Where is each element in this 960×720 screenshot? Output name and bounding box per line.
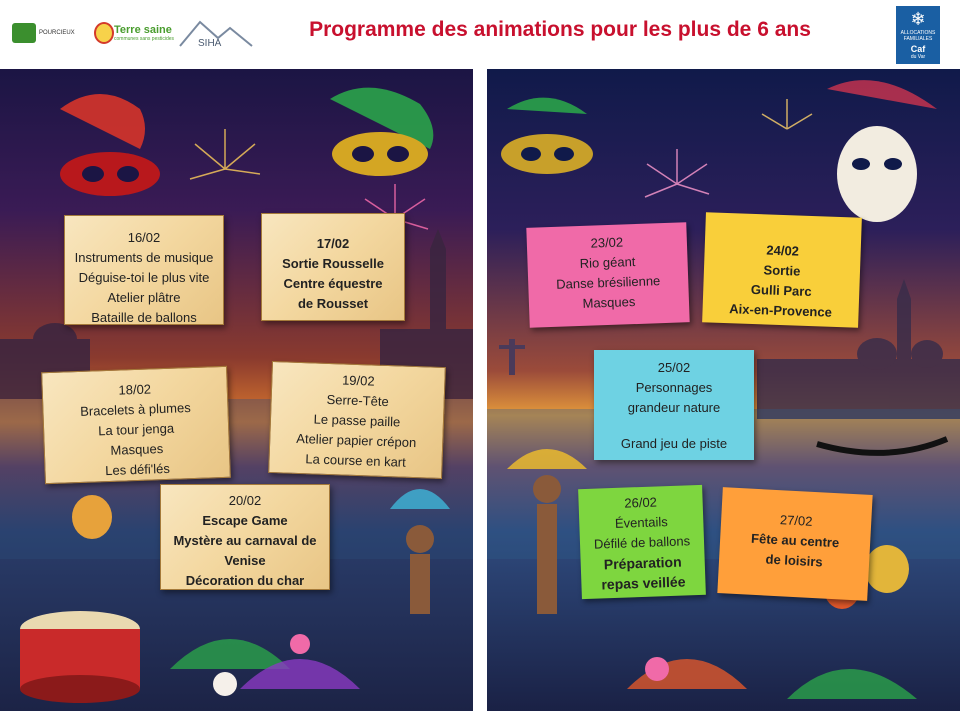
activity-card-19-02 [268, 361, 446, 479]
card-line: Serre-Tête [326, 391, 389, 410]
card-date: 18/02 [118, 381, 152, 398]
card-line: Fête au centre [750, 530, 840, 551]
partner-badge-logo [94, 16, 114, 50]
card-line: Défilé de ballons [593, 533, 691, 552]
pourcieux-logo [12, 16, 90, 50]
activity-card-17-02 [261, 213, 405, 321]
card-line: Sortie Rousselle [282, 256, 384, 271]
card-line: Décoration du char [185, 573, 305, 588]
card-line: Centre équestre [283, 276, 383, 291]
card-date: 16/02 [127, 230, 161, 245]
card-line: Bracelets à plumes [79, 400, 191, 419]
snowflake-icon: ❄ [910, 9, 926, 29]
christ-statue-icon [499, 339, 525, 375]
card-line: La tour jenga [97, 420, 175, 439]
green-gold-carnival-mask-icon [501, 98, 593, 174]
activity-card-27-02 [717, 487, 872, 601]
page-title: Programme des animations pour les plus de 6 ans [309, 18, 811, 41]
card-line: Atelier plâtre [107, 290, 181, 305]
caf-logo [896, 6, 940, 64]
card-line: Personnages [635, 380, 713, 395]
firework-icon [190, 129, 260, 179]
card-date: 27/02 [779, 512, 813, 529]
card-line: Sortie [763, 262, 801, 279]
card-line: Rio géant [579, 254, 636, 271]
feather-decoration-icon [627, 659, 917, 699]
card-line: Gulli Parc [750, 281, 812, 300]
card-line: Les défi'lés [104, 460, 171, 479]
caf-small-text: ALLOCATIONS FAMILIALES [900, 30, 936, 42]
activity-card-20-02 [160, 484, 330, 590]
card-line: Venise [224, 553, 266, 568]
maraca-icon [72, 495, 112, 539]
left-week-panel [0, 69, 473, 711]
card-line: repas veillée [601, 573, 686, 593]
activity-card-18-02 [41, 366, 231, 484]
card-date: 20/02 [228, 493, 262, 508]
terre-saine-subtitle: communes sans pesticides [114, 36, 175, 42]
card-date: 25/02 [657, 360, 691, 375]
card-line: Déguise-toi le plus vite [78, 270, 210, 285]
card-line: La course en kart [305, 451, 407, 470]
card-line: Grand jeu de piste [620, 436, 728, 451]
card-line: Aix-en-Provence [729, 301, 833, 320]
card-line: de loisirs [765, 551, 824, 570]
card-date: 19/02 [341, 372, 375, 389]
card-line: Éventails [614, 514, 668, 531]
card-line: Préparation [603, 553, 682, 573]
card-date: 23/02 [590, 234, 624, 251]
card-line: Mystère au carnaval de [173, 533, 317, 548]
card-line: Atelier papier crépon [296, 430, 417, 451]
card-date: 26/02 [624, 494, 658, 511]
green-gold-carnival-mask-icon [330, 88, 433, 176]
card-line: grandeur nature [627, 400, 721, 415]
maraca-icon [865, 545, 909, 593]
card-line: Bataille de ballons [91, 310, 197, 325]
activity-card-25-02 [594, 350, 754, 460]
right-week-panel [487, 69, 960, 711]
badge-icon [94, 22, 114, 44]
flower-icon [213, 672, 237, 696]
pourcieux-logo-text: POURCIEUX [39, 29, 75, 36]
caf-name: Caf [910, 44, 926, 54]
card-line: de Rousset [297, 296, 369, 311]
firework-icon [645, 149, 709, 197]
siha-logo [178, 16, 254, 50]
card-line: Instruments de musique [74, 250, 214, 265]
firework-icon [762, 99, 812, 129]
drum-icon [20, 611, 140, 703]
card-line: Masques [110, 441, 164, 458]
terre-saine-logo [114, 16, 176, 50]
terre-saine-name: Terre saine [114, 24, 172, 36]
card-line: Le passe paille [313, 411, 401, 430]
siha-mountain-icon [178, 16, 254, 50]
pourcieux-emblem-icon [12, 23, 36, 43]
white-venetian-mask-icon [827, 80, 937, 222]
card-line: Masques [582, 294, 636, 311]
activity-card-24-02 [702, 212, 862, 327]
flower-icon [290, 634, 310, 654]
card-date: 17/02 [316, 236, 350, 251]
card-date: 24/02 [766, 242, 800, 259]
activity-card-26-02 [578, 485, 706, 599]
activity-card-23-02 [526, 222, 689, 328]
caf-region: du Var [910, 54, 926, 60]
card-line: Escape Game [202, 513, 288, 528]
feather-decoration-icon [170, 639, 360, 689]
flower-icon [645, 657, 669, 681]
activity-card-16-02 [64, 215, 224, 325]
header-bar [0, 0, 960, 66]
siha-logo-text: SIHA [198, 38, 222, 49]
red-carnival-mask-icon [60, 94, 160, 196]
card-line: Danse brésilienne [555, 273, 661, 292]
